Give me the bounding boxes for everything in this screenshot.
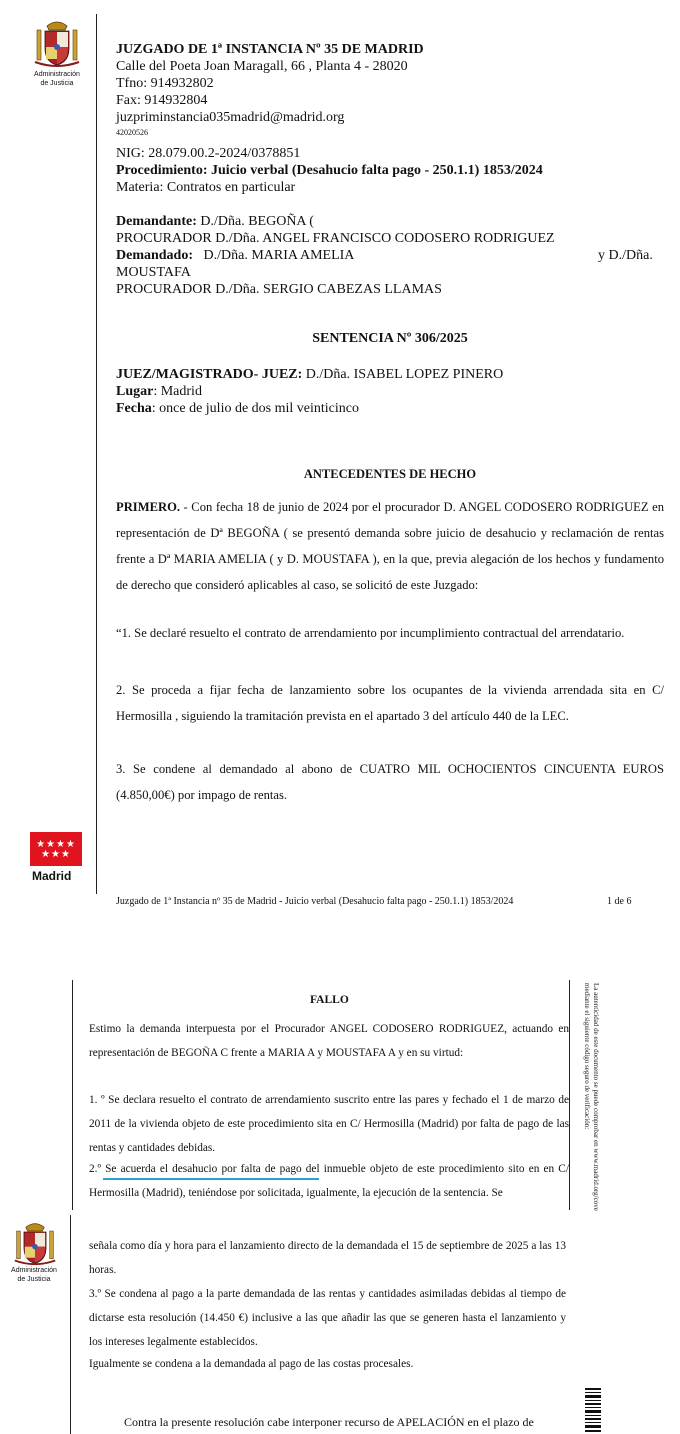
margin-rule: [96, 14, 97, 894]
logo-caption: Administración de Justicia: [11, 1267, 57, 1283]
verification-note-2: mediante el siguiente código seguro de verificación:: [583, 983, 591, 1130]
coat-of-arms-icon: [33, 18, 81, 68]
verification-note: La autenticidad de este documento se puede comprobar en www.madrid.org/cove: [592, 983, 600, 1211]
procurador-demandado: PROCURADOR D./Dña. SERGIO CABEZAS LLAMAS: [116, 282, 442, 297]
lugar-line: Lugar: Madrid: [116, 384, 202, 399]
document-code: 42020526: [116, 128, 148, 137]
text-highlight: [103, 1178, 319, 1180]
recurso-line: Contra la presente resolución cabe interponer recurso de APELACIÓN en el plazo de: [124, 1415, 534, 1429]
barcode-icon: [585, 1388, 601, 1434]
court-address: Calle del Poeta Joan Maragall, 66 , Planta 4 - 28020: [116, 59, 408, 74]
madrid-label: Madrid: [32, 869, 72, 883]
procedimiento: Procedimiento: Juicio verbal (Desahucio falta pago - 250.1.1) 1853/2024: [116, 163, 543, 178]
coat-of-arms-icon: [12, 1220, 58, 1266]
sentencia-title: SENTENCIA Nº 306/2025: [312, 331, 468, 346]
antecedentes-title: ANTECEDENTES DE HECHO: [303, 467, 477, 481]
demandado-line2: MOUSTAFA: [116, 265, 191, 280]
logo-caption: Administración de Justicia: [34, 71, 80, 87]
fallo-paragraph-1: Estimo la demanda interpuesta por el Procurador ANGEL CODOSERO RODRIGUEZ, actuando en representación de BEGOÑA C frente a MARIA A y MOUSTAFA A y en su virtud:: [89, 1023, 569, 1059]
demandante: Demandante: D./Dña. BEGOÑA (: [116, 214, 314, 229]
page-number: 1 de 6: [607, 896, 632, 907]
procurador-demandante: PROCURADOR D./Dña. ANGEL FRANCISCO CODOSERO RODRIGUEZ: [116, 231, 555, 246]
costas-paragraph: Igualmente se condena a la demandada al pago de las costas procesales.: [89, 1358, 414, 1370]
materia: Materia: Contratos en particular: [116, 180, 296, 195]
demandado: Demandado: D./Dña. MARIA AMELIA: [116, 248, 355, 263]
juez-line: JUEZ/MAGISTRADO- JUEZ: D./Dña. ISABEL LOPEZ PINERO: [116, 367, 504, 382]
margin-rule: [70, 1215, 71, 1434]
fallo-paragraph-5: 3.º Se condena al pago a la parte demandada de las rentas y cantidades asimiladas debidas al tiempo de dictarse esta resolución (14.450 €) inclusive a las que añadir las que se generen hasta el lanzamiento y los intereses legalmente establecidos.: [89, 1288, 566, 1348]
demandado-tail: y D./Dña.: [598, 248, 653, 263]
request-item-3: 3. Se condene al demandado al abono de CUATRO MIL OCHOCIENTOS CINCUENTA EUROS (4.850,00€) por impago de rentas.: [116, 762, 664, 802]
fallo-title: FALLO: [310, 994, 349, 1006]
primero-paragraph: PRIMERO. - Con fecha 18 de junio de 2024 por el procurador D. ANGEL CODOSERO RODRIGUEZ en representación de Dª BEGOÑA ( se presentó demanda sobre juicio de desahucio y reclamación de rentas frente a Dª MARIA AMELIA ( y D. MOUSTAFA ), en la que, previa alegación de los hechos y fundamento de derecho que consideró aplicables al caso, se solicitó de este Juzgado:: [116, 500, 664, 592]
request-item-2: 2. Se proceda a fijar fecha de lanzamiento sobre los ocupantes de la vivienda arrendada sita en C/ Hermosilla , siguiendo la tramitación prevista en el apartado 3 del artículo 440 de la LEC.: [116, 683, 664, 723]
court-email: juzpriminstancia035madrid@madrid.org: [116, 110, 345, 125]
fallo-paragraph-2: 1. º Se declara resuelto el contrato de arrendamiento suscrito entre las pares y fechado el 1 de marzo de 2011 de la vivienda objeto de este procedimiento sita en C/ Hermosilla (Madrid) por falta de pago de las rentas y cantidades debidas.: [89, 1094, 569, 1154]
court-phone: Tfno: 914932802: [116, 76, 214, 91]
right-rule: [569, 980, 570, 1210]
page-footer: Juzgado de 1ª Instancia nº 35 de Madrid - Juicio verbal (Desahucio falta pago - 250.1.1) 1853/2024: [116, 896, 514, 907]
nig-number: NIG: 28.079.00.2-2024/0378851: [116, 146, 301, 161]
madrid-flag-icon: ★★★★ ★★★: [30, 832, 82, 866]
court-fax: Fax: 914932804: [116, 93, 208, 108]
fallo-paragraph-4: señala como día y hora para el lanzamiento directo de la demandada el 15 de septiembre de 2025 a las 13 horas.: [89, 1240, 566, 1276]
request-item-1: “1. Se declaré resuelto el contrato de arrendamiento por incumplimiento contractual del arrendatario.: [116, 626, 625, 640]
fallo-paragraph-3: 2.º Se acuerda el desahucio por falta de pago del inmueble objeto de este procedimiento sito en en C/ Hermosilla (Madrid), teniéndose por solicitada, igualmente, la ejecución de la sentencia. Se: [89, 1163, 569, 1199]
margin-rule: [72, 980, 73, 1210]
fecha-line: Fecha: once de julio de dos mil veinticinco: [116, 401, 359, 416]
court-name: JUZGADO DE 1ª INSTANCIA Nº 35 DE MADRID: [116, 42, 424, 57]
